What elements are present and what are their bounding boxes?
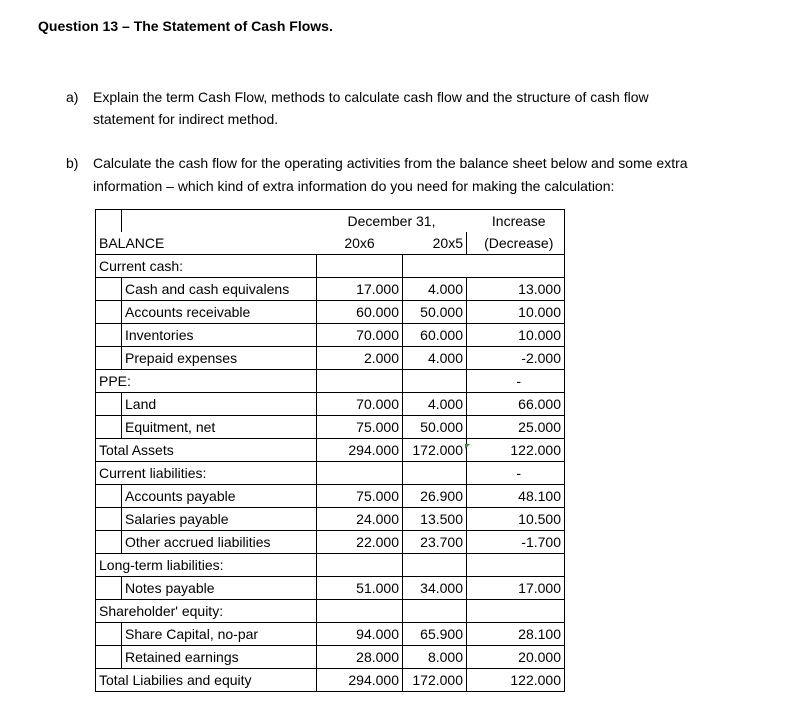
value-20x5: 23.700 bbox=[403, 531, 467, 554]
row-label: Total Liabilies and equity bbox=[96, 669, 317, 692]
header-date: December 31, bbox=[317, 210, 467, 233]
row-label: Cash and cash equivalens bbox=[122, 278, 317, 301]
value-20x5: 50.000 bbox=[403, 416, 467, 439]
value-20x5: 4.000 bbox=[403, 393, 467, 416]
value-increase: 122.000 bbox=[474, 669, 565, 692]
value-20x6: 17.000 bbox=[317, 278, 403, 301]
value-increase: - bbox=[474, 462, 565, 485]
header-decrease: (Decrease) bbox=[474, 232, 565, 255]
total-liabilities-equity-row bbox=[96, 669, 565, 692]
value-20x6: 70.000 bbox=[317, 324, 403, 347]
value-increase: -1.700 bbox=[474, 531, 565, 554]
value-increase: 28.100 bbox=[474, 623, 565, 646]
table-row bbox=[96, 508, 565, 531]
row-label: Equitment, net bbox=[122, 416, 317, 439]
value-increase: 122.000 bbox=[474, 439, 565, 462]
table-row bbox=[96, 324, 565, 347]
table-row bbox=[96, 646, 565, 669]
value-20x6: 51.000 bbox=[317, 577, 403, 600]
value-20x6: 294.000 bbox=[317, 439, 403, 462]
row-label: Other accrued liabilities bbox=[122, 531, 317, 554]
value-20x5: 26.900 bbox=[403, 485, 467, 508]
value-20x5: 4.000 bbox=[403, 278, 467, 301]
value-increase: 25.000 bbox=[474, 416, 565, 439]
value-increase: 10.000 bbox=[474, 324, 565, 347]
value-20x6: 70.000 bbox=[317, 393, 403, 416]
table-row bbox=[96, 485, 565, 508]
section-label: Shareholder' equity: bbox=[96, 600, 317, 623]
value-20x5: 8.000 bbox=[403, 646, 467, 669]
value-20x5: 65.900 bbox=[403, 623, 467, 646]
value-20x5: 34.000 bbox=[403, 577, 467, 600]
section-label: Long-term liabilities: bbox=[96, 554, 317, 577]
header-increase: Increase bbox=[474, 210, 565, 233]
value-increase: 17.000 bbox=[474, 577, 565, 600]
question-b-label: b) bbox=[66, 155, 79, 171]
section-label: Current cash: bbox=[96, 255, 317, 278]
value-20x5: 50.000 bbox=[403, 301, 467, 324]
question-b-line-1: Calculate the cash flow for the operating activities from the balance sheet below and some extra bbox=[93, 155, 688, 171]
value-increase: 20.000 bbox=[474, 646, 565, 669]
section-equity bbox=[96, 600, 565, 623]
question-a-label: a) bbox=[66, 89, 79, 105]
value-20x5: 60.000 bbox=[403, 324, 467, 347]
value-20x6: 2.000 bbox=[317, 347, 403, 370]
value-increase: 10.000 bbox=[474, 301, 565, 324]
row-label: Share Capital, no-par bbox=[122, 623, 317, 646]
value-20x6: 60.000 bbox=[317, 301, 403, 324]
value-20x5: 172.000 bbox=[403, 439, 467, 462]
row-label: Salaries payable bbox=[122, 508, 317, 531]
table-row bbox=[96, 301, 565, 324]
value-20x6: 75.000 bbox=[317, 485, 403, 508]
balance-table bbox=[95, 209, 565, 692]
row-label: Prepaid expenses bbox=[122, 347, 317, 370]
section-long-term bbox=[96, 554, 565, 577]
value-20x6: 294.000 bbox=[317, 669, 403, 692]
value-20x6: 28.000 bbox=[317, 646, 403, 669]
question-a-line-1: Explain the term Cash Flow, methods to calculate cash flow and the structure of cash flow bbox=[93, 89, 649, 105]
total-assets-row bbox=[96, 439, 565, 462]
value-20x6: 94.000 bbox=[317, 623, 403, 646]
table-row bbox=[96, 531, 565, 554]
value-20x5: 13.500 bbox=[403, 508, 467, 531]
table-row bbox=[96, 416, 565, 439]
value-increase: - bbox=[474, 370, 565, 393]
value-20x6: 75.000 bbox=[317, 416, 403, 439]
value-20x6: 22.000 bbox=[317, 531, 403, 554]
row-label: Accounts receivable bbox=[122, 301, 317, 324]
value-increase: 10.500 bbox=[474, 508, 565, 531]
balance-label: BALANCE bbox=[96, 232, 317, 255]
header-year-1: 20x6 bbox=[317, 232, 403, 255]
section-label: PPE: bbox=[96, 370, 317, 393]
row-label: Accounts payable bbox=[122, 485, 317, 508]
row-label: Total Assets bbox=[96, 439, 317, 462]
value-increase: 48.100 bbox=[474, 485, 565, 508]
table-row bbox=[96, 577, 565, 600]
section-current-cash bbox=[96, 255, 565, 278]
question-a-line-2: statement for indirect method. bbox=[93, 111, 279, 127]
value-increase: 13.000 bbox=[474, 278, 565, 301]
value-20x6: 24.000 bbox=[317, 508, 403, 531]
row-label: Land bbox=[122, 393, 317, 416]
row-label: Retained earnings bbox=[122, 646, 317, 669]
header-row-2 bbox=[96, 232, 565, 255]
question-b-line-2: information – which kind of extra information do you need for making the calculation: bbox=[93, 178, 615, 194]
section-ppe bbox=[96, 370, 565, 393]
table-row bbox=[96, 393, 565, 416]
table-row bbox=[96, 278, 565, 301]
cell-comment-marker bbox=[465, 444, 470, 449]
section-label: Current liabilities: bbox=[96, 462, 317, 485]
row-label: Inventories bbox=[122, 324, 317, 347]
row-label: Notes payable bbox=[122, 577, 317, 600]
section-current-liabilities bbox=[96, 462, 565, 485]
question-title: Question 13 – The Statement of Cash Flows. bbox=[38, 18, 333, 34]
header-row-1 bbox=[96, 210, 565, 233]
value-increase: -2.000 bbox=[474, 347, 565, 370]
value-20x5: 4.000 bbox=[403, 347, 467, 370]
table-row bbox=[96, 623, 565, 646]
header-year-2: 20x5 bbox=[403, 232, 467, 255]
table-row bbox=[96, 347, 565, 370]
value-increase: 66.000 bbox=[474, 393, 565, 416]
value-20x5: 172.000 bbox=[403, 669, 467, 692]
